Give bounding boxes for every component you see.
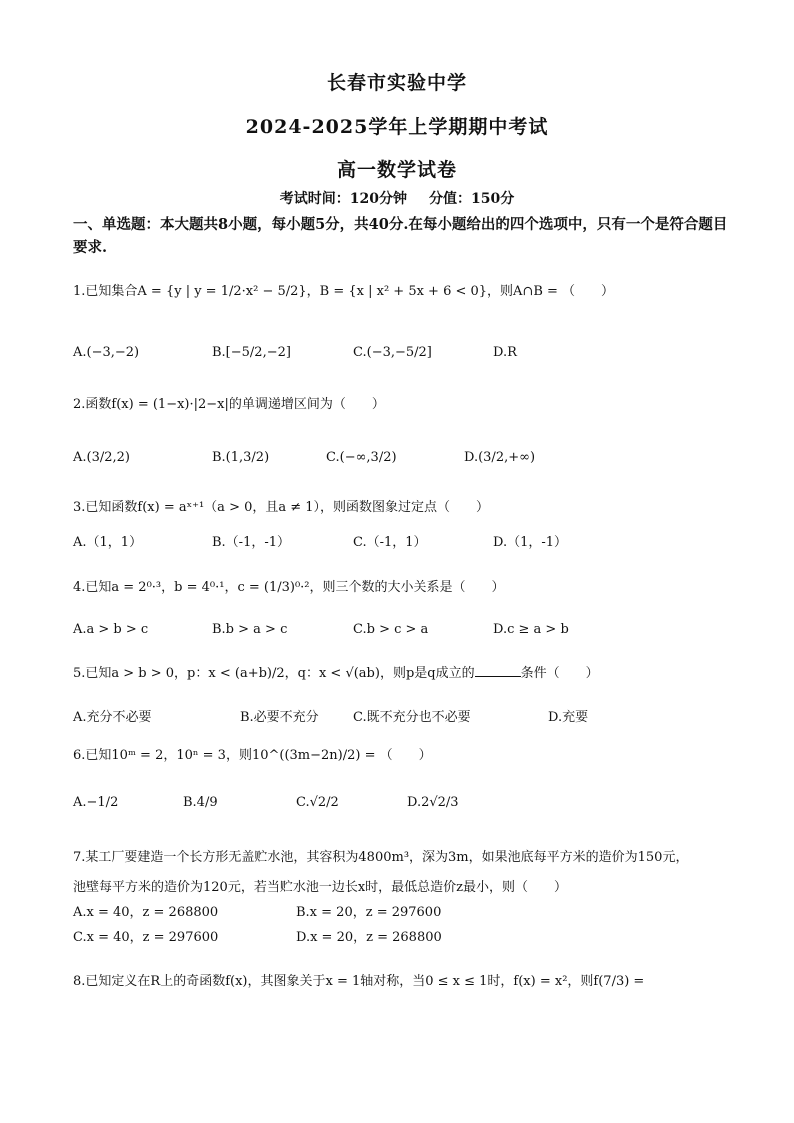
exam-info — [0, 188, 794, 208]
subject-title: 高一数学试卷 — [336, 159, 457, 181]
question-7-option-c: C.x = 40，z = 297600 — [73, 930, 219, 945]
question-3-stem: 3.已知函数f(x) = aˣ⁺¹（a > 0，且a ≠ 1），则函数图象过定点（ ） — [73, 500, 490, 515]
question-3-option-c: C.（-1，1） — [353, 535, 427, 550]
question-2-stem: 2.函数f(x) = (1−x)·|2−x|的单调递增区间为（ ） — [73, 397, 385, 412]
question-2-option-c: C.(−∞,3/2) — [326, 450, 397, 465]
question-2-option-d: D.(3/2,+∞) — [464, 450, 536, 465]
question-1-option-d: D.R — [493, 345, 517, 360]
question-5-stem — [73, 664, 738, 684]
question-7-stem-line-2: 池壁每平方米的造价为120元，若当贮水池一边长x时，最低总造价z最小，则（ ） — [73, 880, 567, 895]
exam-title: 2024-2025学年上学期期中考试 — [245, 116, 549, 138]
question-6-stem: 6.已知10ᵐ = 2，10ⁿ = 3，则10^((3m−2n)/2) = （ ） — [73, 748, 432, 763]
question-4-stem: 4.已知a = 2⁰·³，b = 4⁰·¹，c = (1/3)⁰·²，则三个数的大小关系是（ ） — [73, 580, 505, 595]
question-3-option-b: B.（-1，-1） — [212, 535, 291, 550]
question-5-option-c: C.既不充分也不必要 — [353, 710, 471, 725]
exam-time: 考试时间：120分钟 — [279, 191, 407, 207]
question-1-option-c: C.(−3,−5/2] — [353, 345, 432, 360]
question-5-stem-text: 5.已知a > b > 0，p：x < (a+b)/2，q：x < √(ab)，则p是q成立的 — [73, 666, 475, 681]
question-2-option-a: A.(3/2,2) — [73, 450, 130, 465]
question-3-option-d: D.（1，-1） — [493, 535, 568, 550]
question-1-stem: 1.已知集合A = {y | y = 1/2·x² − 5/2}，B = {x | x² + 5x + 6 < 0}，则A∩B = （ ） — [73, 284, 615, 299]
exam-score: 分值：150分 — [429, 191, 515, 207]
question-1-option-b: B.[−5/2,−2] — [212, 345, 291, 360]
question-4-option-c: C.b > c > a — [353, 622, 429, 637]
question-4-option-d: D.c ≥ a > b — [493, 622, 569, 637]
question-3-option-a: A.（1，1） — [73, 535, 143, 550]
question-2-option-b: B.(1,3/2) — [212, 450, 270, 465]
question-7-option-d: D.x = 20，z = 268800 — [296, 930, 442, 945]
section-heading: 一、单选题：本大题共8小题，每小题5分，共40分.在每小题给出的四个选项中，只有一个是符合题目要求. — [73, 216, 728, 256]
question-8-stem: 8.已知定义在R上的奇函数f(x)，其图象关于x = 1轴对称，当0 ≤ x ≤ 1时，f(x) = x²，则f(7/3) = — [73, 974, 645, 989]
question-5-option-b: B.必要不充分 — [240, 710, 319, 725]
question-7-stem-line-1: 7.某工厂要建造一个长方形无盖贮水池，其容积为4800m³，深为3m，如果池底每平方米的造价为150元， — [73, 850, 689, 865]
school-name: 长春市实验中学 — [326, 72, 467, 94]
question-5-option-d: D.充要 — [548, 710, 589, 725]
question-4-option-b: B.b > a > c — [212, 622, 288, 637]
question-5-stem-tail: 条件（ ） — [520, 666, 599, 681]
question-6-option-c: C.√2/2 — [296, 795, 339, 810]
question-6-option-a: A.−1/2 — [73, 795, 119, 810]
question-1-option-a: A.(−3,−2) — [73, 345, 140, 360]
question-7-option-b: B.x = 20，z = 297600 — [296, 905, 442, 920]
question-5-option-a: A.充分不必要 — [73, 710, 152, 725]
question-7-option-a: A.x = 40，z = 268800 — [73, 905, 219, 920]
question-4-option-a: A.a > b > c — [73, 622, 149, 637]
answer-blank — [475, 664, 521, 677]
question-6-option-d: D.2√2/3 — [407, 795, 459, 810]
question-6-option-b: B.4/9 — [183, 795, 218, 810]
